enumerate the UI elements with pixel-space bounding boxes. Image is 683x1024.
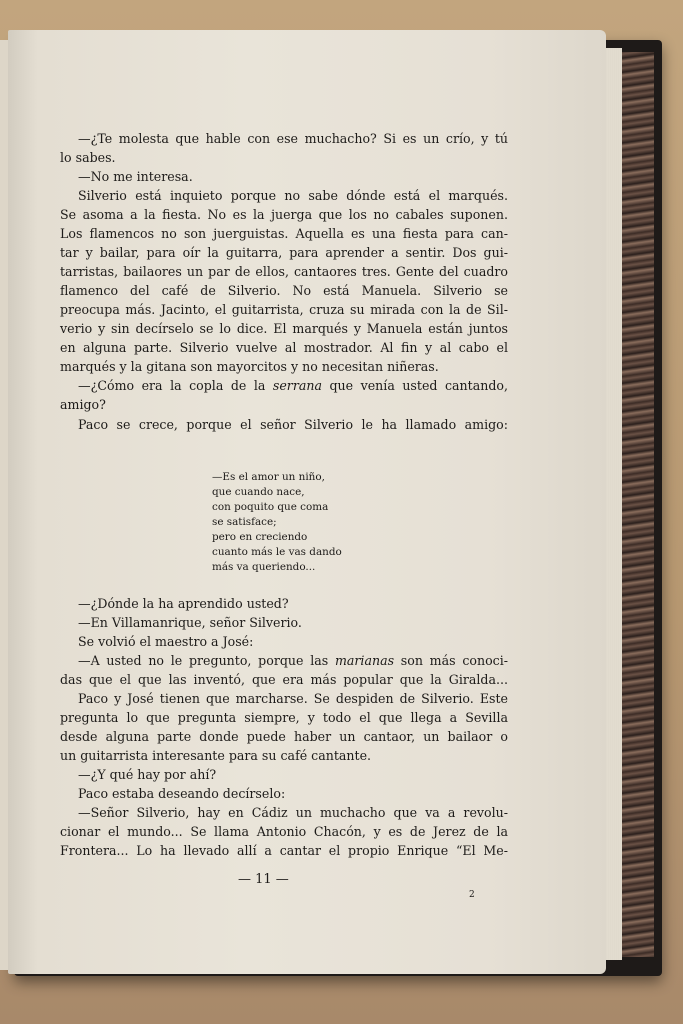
text-line: verio y sin decírselo se lo dice. El marqués y Manuela están juntos: [60, 321, 508, 336]
page-number: — 11 —: [238, 872, 289, 887]
verse-line: se satisface;: [212, 516, 277, 528]
text-line: das que el que las inventó, que era más popular que la Giralda...: [60, 672, 508, 687]
verse-line: que cuando nace,: [212, 486, 305, 498]
text-line: marqués y la gitana son mayorcitos y no necesitan niñeras.: [60, 359, 439, 374]
text-run: —A usted no le pregunto, porque las: [78, 653, 335, 668]
text-line: preocupa más. Jacinto, el guitarrista, cruza su mirada con la de Sil-: [60, 302, 508, 317]
text-line: cionar el mundo... Se llama Antonio Chacón, y es de Jerez de la: [60, 824, 508, 839]
text-line: Se asoma a la fiesta. No es la juerga que los no cabales suponen.: [60, 207, 508, 222]
text-line: Paco y José tienen que marcharse. Se despiden de Silverio. Este: [78, 691, 508, 706]
text-line: Silverio está inquieto porque no sabe dónde está el marqués.: [78, 188, 508, 203]
text-line: pregunta lo que pregunta siempre, y todo el que llega a Sevilla: [60, 710, 508, 725]
verse-line: cuanto más le vas dando: [212, 546, 342, 558]
verse-line: más va queriendo...: [212, 561, 316, 573]
verse-line: pero en creciendo: [212, 531, 308, 543]
text-line: —Señor Silverio, hay en Cádiz un muchacho que va a revolu-: [78, 805, 508, 820]
text-run: —¿Cómo era la copla de la: [78, 378, 273, 393]
text-line: Paco se crece, porque el señor Silverio le ha llamado amigo:: [78, 417, 508, 432]
text-line: —En Villamanrique, señor Silverio.: [78, 615, 302, 630]
text-line: lo sabes.: [60, 150, 116, 165]
book-page: [8, 30, 606, 974]
text-line: [60, 377, 508, 395]
text-line: tar y bailar, para oír la guitarra, para aprender a sentir. Dos gui-: [60, 245, 508, 260]
text-line: —No me interesa.: [78, 169, 193, 184]
italic-term: marianas: [334, 653, 395, 668]
text-line: tarristas, bailaores un par de ellos, cantaores tres. Gente del cuadro: [60, 264, 508, 279]
text-line: [60, 652, 508, 670]
verse-line: —Es el amor un niño,: [212, 471, 325, 483]
text-line: un guitarrista interesante para su café cantante.: [60, 748, 372, 763]
text-run: son más conoci-: [394, 653, 508, 668]
signature-mark: 2: [469, 890, 475, 900]
verse-line: con poquito que coma: [212, 501, 329, 513]
text-run: que venía usted cantando,: [321, 378, 508, 393]
text-line: Los flamencos no son juerguistas. Aquella es una fiesta para can-: [60, 226, 508, 241]
text-line: desde alguna parte donde puede haber un cantaor, un bailaor o: [60, 729, 508, 744]
text-line: —¿Y qué hay por ahí?: [78, 767, 217, 782]
text-line: Paco estaba deseando decírselo:: [78, 786, 286, 801]
text-line: Frontera... Lo ha llevado allí a cantar el propio Enrique “El Me-: [60, 843, 508, 858]
text-line: Se volvió el maestro a José:: [78, 634, 254, 649]
italic-term: serrana: [272, 378, 322, 393]
text-line: en alguna parte. Silverio vuelve al mostrador. Al fin y al cabo el: [60, 340, 508, 355]
text-line: flamenco del café de Silverio. No está Manuela. Silverio se: [60, 283, 508, 298]
text-line: —¿Dónde la ha aprendido usted?: [78, 596, 289, 611]
text-line: amigo?: [60, 397, 106, 412]
text-line: —¿Te molesta que hable con ese muchacho? Si es un crío, y tú: [78, 131, 508, 146]
